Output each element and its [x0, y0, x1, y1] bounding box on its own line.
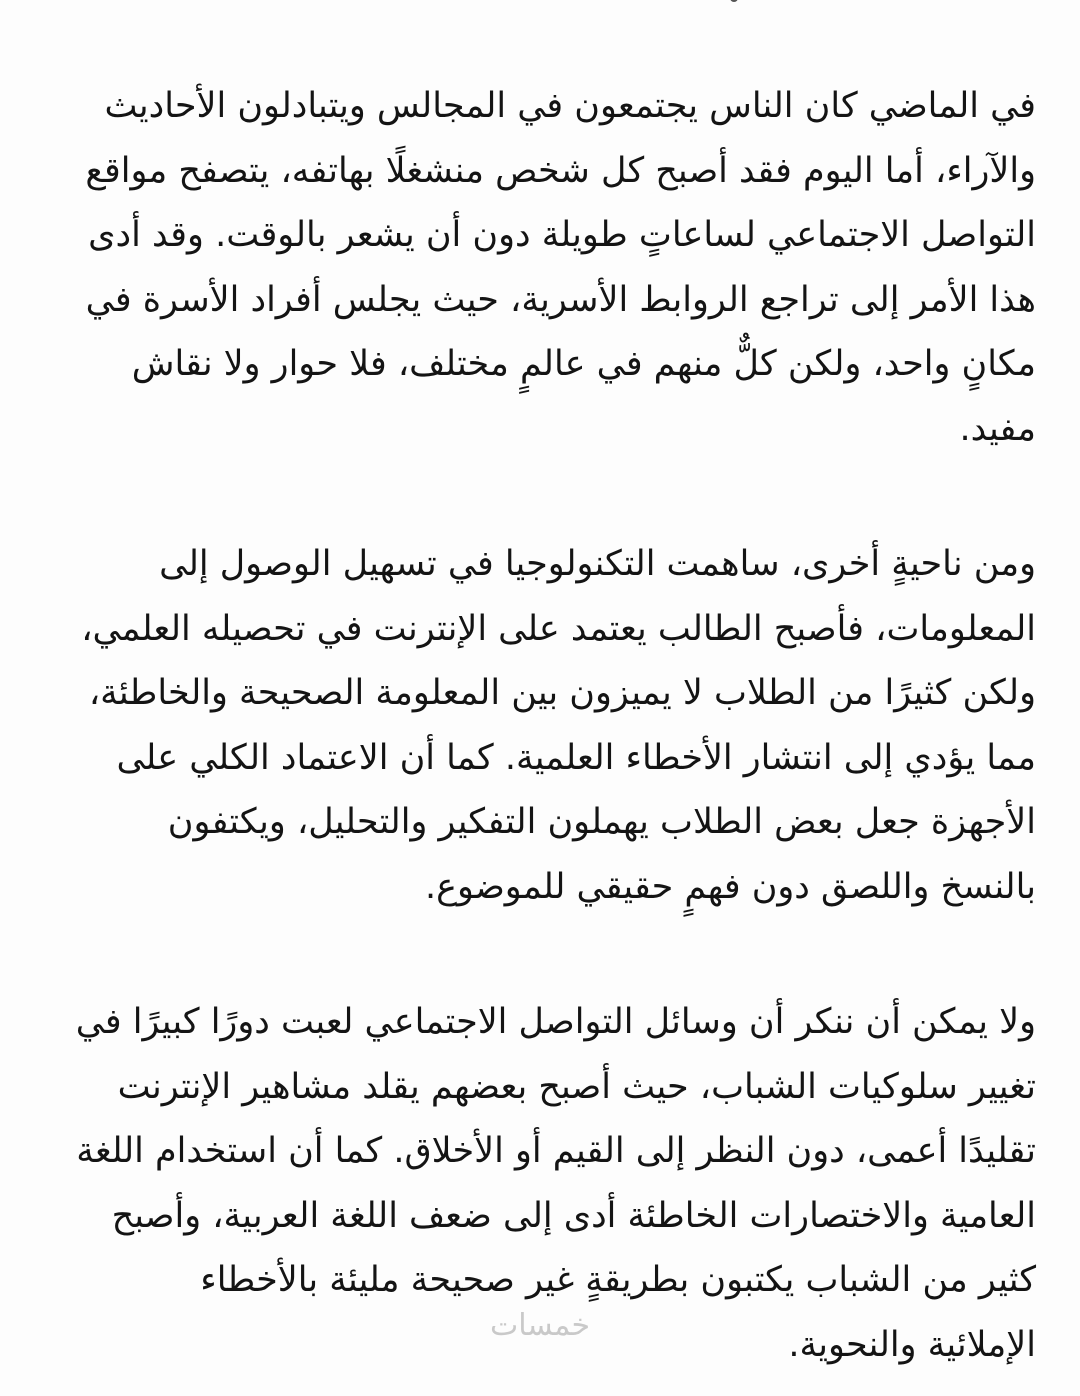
paragraph-line: تغيير سلوكيات الشباب، حيث أصبح بعضهم يقلد مشاهير الإنترنت [117, 1066, 1036, 1107]
paragraph-line: ولكن كثيرًا من الطلاب لا يميزون بين المعلومة الصحيحة والخاطئة، [88, 673, 1036, 713]
paragraph-line: ومن ناحيةٍ أخرى، ساهمت التكنولوجيا في تسهيل الوصول إلى [159, 544, 1036, 584]
paragraph-line: هذا الأمر إلى تراجع الروابط الأسرية، حيث يجلس أفراد الأسرة في [85, 279, 1036, 320]
paragraph-line: الأجهزة جعل بعض الطلاب يهملون التفكير والتحليل، ويكتفون [167, 802, 1036, 842]
paragraph-line: تقليدًا أعمى، دون النظر إلى القيم أو الأخلاق. كما أن استخدام اللغة [76, 1131, 1036, 1171]
paragraph-line: المعلومات، فأصبح الطالب يعتمد على الإنترنت في تحصيله العلمي، [81, 608, 1036, 649]
paragraph-line: الإملائية والنحوية. [788, 1324, 1036, 1365]
paragraph-line: كثير من الشباب يكتبون بطريقةٍ غير صحيحة مليئة بالأخطاء [200, 1260, 1036, 1300]
paragraph-line: في الماضي كان الناس يجتمعون في المجالس ويتبادلون الأحاديث [104, 86, 1036, 126]
paragraph-line: ولا يمكن أن ننكر أن وسائل التواصل الاجتماعي لعبت دورًا كبيرًا في [75, 1002, 1036, 1042]
paragraph-1 [40, 74, 1036, 461]
paragraph-line: التواصل الاجتماعي لساعاتٍ طويلة دون أن يشعر بالوقت. وقد أدى [88, 215, 1036, 255]
paragraph-line: بالنسخ واللصق دون فهمٍ حقيقي للموضوع. [425, 866, 1036, 907]
paragraph-2 [40, 532, 1036, 919]
paragraph-line: العامية والاختصارات الخاطئة أدى إلى ضعف اللغة العربية، وأصبح [111, 1195, 1036, 1236]
paragraph-line: والآراء، أما اليوم فقد أصبح كل شخص منشغلًا بهاتفه، يتصفح مواقع [85, 150, 1036, 191]
paragraph-line: مفيد. [959, 408, 1036, 449]
paragraph-line: مما يؤدي إلى انتشار الأخطاء العلمية. كما أن الاعتماد الكلي على [116, 737, 1036, 778]
watermark-logo: خمسات [489, 1308, 591, 1343]
paragraph-line: مكانٍ واحد، ولكن كلٌّ منهم في عالمٍ مختلف، فلا حوار ولا نقاش [131, 344, 1036, 384]
top-dot-mark [730, 0, 738, 2]
